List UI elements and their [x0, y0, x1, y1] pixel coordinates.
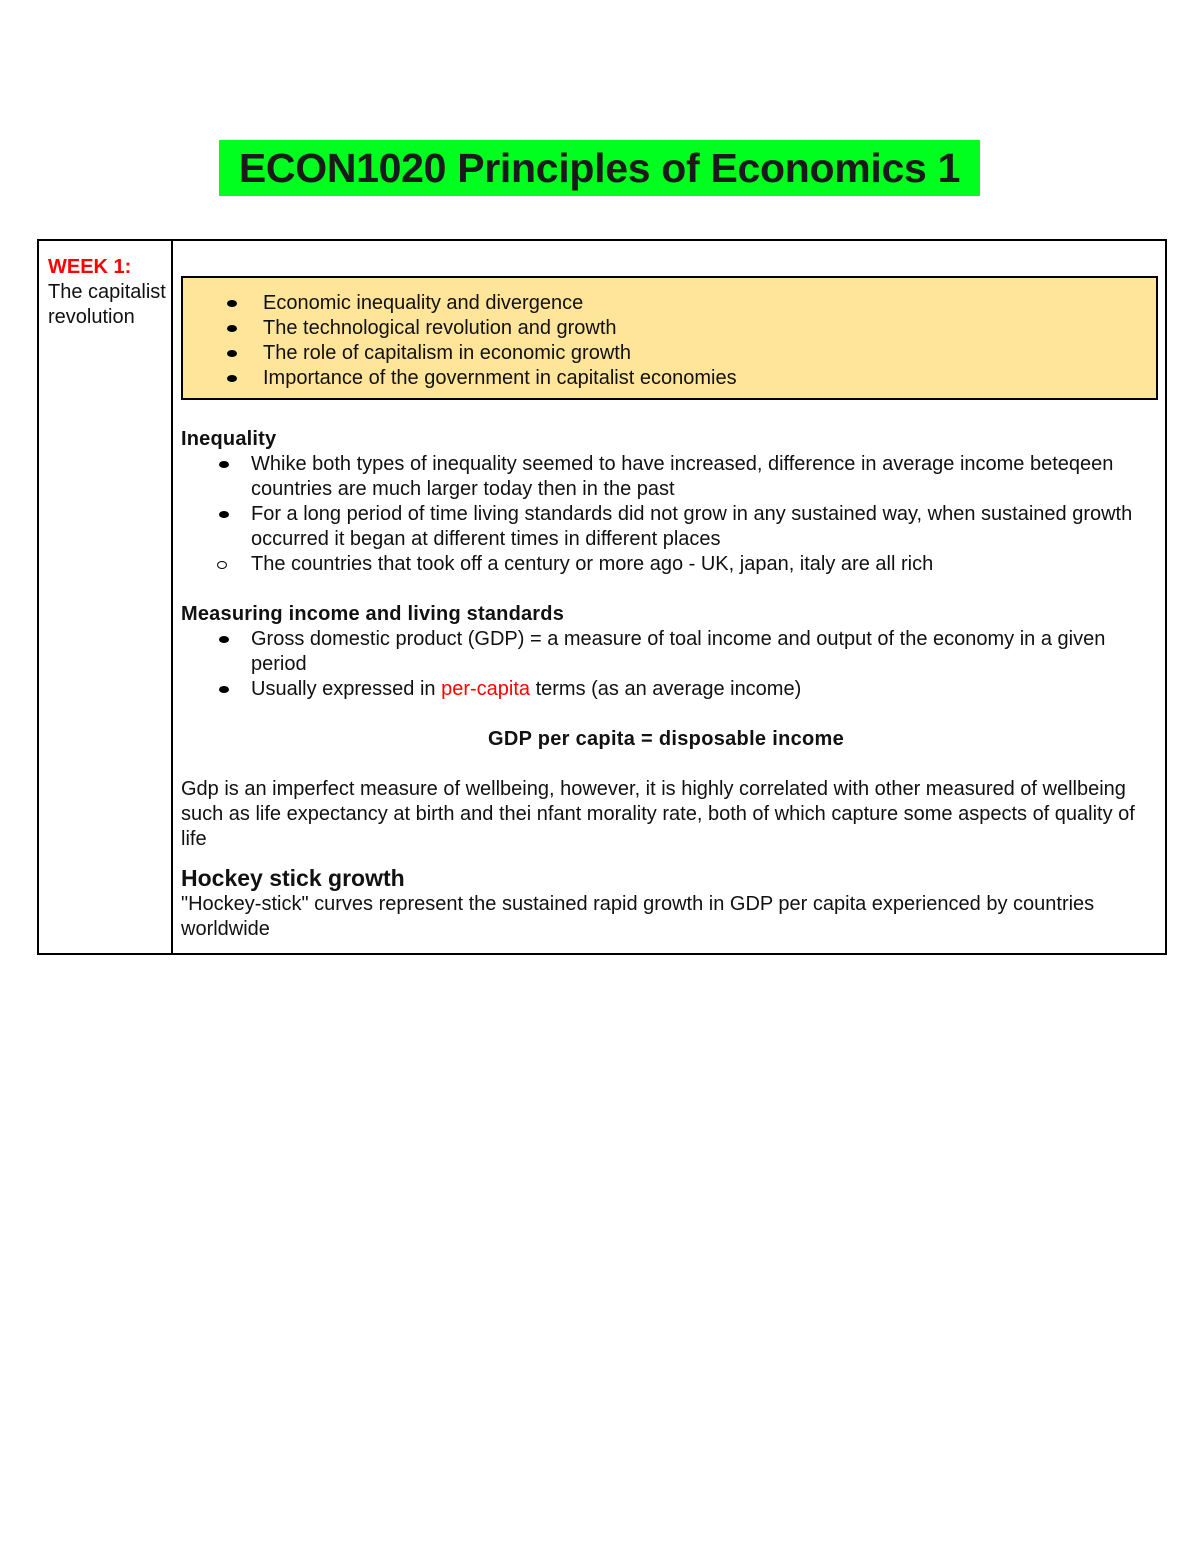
bullet-icon	[227, 375, 237, 382]
summary-box	[181, 276, 1158, 400]
list-item: Economic inequality and divergence	[227, 291, 737, 316]
week-topic: The capitalist revolution	[48, 281, 166, 328]
hockey-text: "Hockey-stick" curves represent the sustained rapid growth in GDP per capita experienced by countries worldwide	[181, 893, 1095, 940]
list-item: Gross domestic product (GDP) = a measure of toal income and output of the economy in a given period	[181, 627, 1151, 677]
wellbeing-paragraph: Gdp is an imperfect measure of wellbeing, however, it is highly correlated with other measured of wellbeing such as life expectancy at birth and thei nfant morality rate, both of which capture some aspects of quality of life	[181, 778, 1135, 850]
week-cell	[48, 255, 168, 330]
inequality-sublist	[181, 552, 1151, 577]
list-item: Whike both types of inequality seemed to have increased, difference in average income beteqeen countries are much larger today then in the past	[181, 452, 1151, 502]
formula: GDP per capita = disposable income	[487, 728, 845, 750]
measuring-heading: Measuring income and living standards	[181, 603, 565, 625]
bullet-icon	[219, 511, 229, 518]
measuring-list	[181, 627, 1151, 702]
notes-table	[37, 239, 1167, 955]
summary-list	[227, 291, 737, 391]
bullet-icon	[219, 636, 229, 643]
week-label: WEEK 1:	[48, 256, 132, 278]
bullet-icon	[219, 461, 229, 468]
bullet-icon	[227, 325, 237, 332]
column-divider	[171, 241, 173, 953]
list-item: For a long period of time living standards did not grow in any sustained way, when sustained growth occurred it began at different times in different places The countries that took off a century or more ago - UK, japan, italy are all rich	[181, 502, 1151, 577]
list-item: The role of capitalism in economic growth	[227, 341, 737, 366]
list-item: The technological revolution and growth	[227, 316, 737, 341]
list-item: Usually expressed in per-capita terms (as an average income)	[181, 677, 1151, 702]
inequality-list	[181, 452, 1151, 577]
hockey-heading: Hockey stick growth	[181, 865, 405, 891]
title-highlight	[219, 140, 980, 196]
notes-content	[181, 427, 1151, 942]
bullet-icon	[219, 686, 229, 693]
list-item: The countries that took off a century or more ago - UK, japan, italy are all rich	[181, 552, 1151, 577]
bullet-icon	[227, 300, 237, 307]
hollow-bullet-icon	[217, 561, 227, 569]
list-item: Importance of the government in capitalist economies	[227, 366, 737, 391]
page-title: ECON1020 Principles of Economics 1	[238, 145, 961, 191]
bullet-icon	[227, 350, 237, 357]
per-capita-highlight: per-capita	[441, 678, 531, 700]
inequality-heading: Inequality	[181, 428, 277, 450]
